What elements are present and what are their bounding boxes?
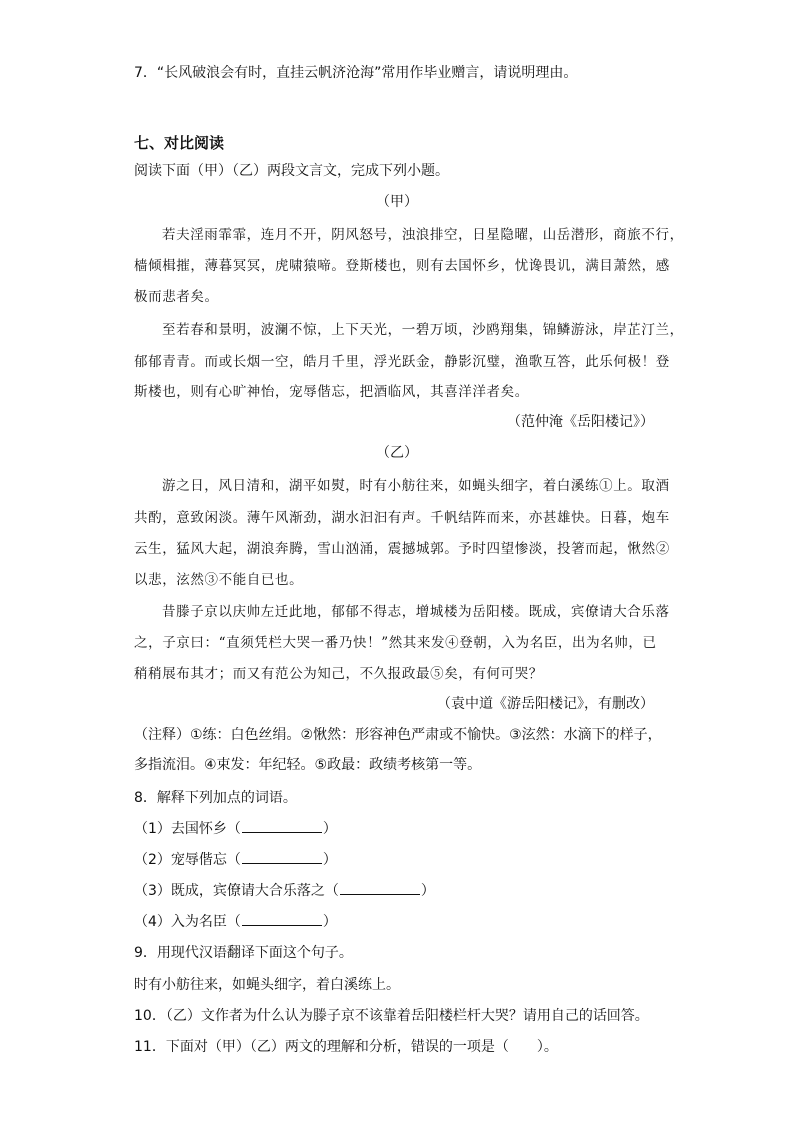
section-title: 七、对比阅读: [134, 134, 225, 152]
annotation-line: （注释）①练：白色丝绢。②愀然：形容神色严肃或不愉快。③泫然：水滴下的样子，: [134, 727, 662, 743]
yi-line: 稍稍展布其才；而又有范公为知己，不久报政最⑤矣，有何可哭？: [134, 666, 543, 682]
answer-blank[interactable]: [242, 820, 322, 833]
yi-line: 之，子京曰：“直须凭栏大哭一番乃快！”然其来发④登朝，入为名臣，出为名帅，已: [134, 635, 657, 651]
jia-line: 樯倾楫摧，薄暮冥冥，虎啸猿啼。登斯楼也，则有去国怀乡，忧谗畏讥，满目萧然，感: [134, 258, 670, 274]
yi-line: 游之日，风日清和，湖平如熨，时有小舫往来，如蝇头细字，着白溪练①上。取酒: [162, 478, 670, 494]
answer-blank[interactable]: [242, 913, 322, 926]
item-label: （1）去国怀乡（: [134, 821, 241, 837]
question-8-item-3: [134, 880, 435, 900]
question-8-stem: 8．解释下列加点的词语。: [134, 790, 297, 806]
item-label: （4）入为名臣（: [134, 914, 241, 930]
item-close: ）: [322, 914, 337, 930]
question-8-item-4: [134, 911, 337, 931]
passage-yi-title: （乙）: [376, 445, 418, 461]
annotation-line: 多指流泪。④束发：年纪轻。⑤政最：政绩考核第一等。: [134, 757, 482, 773]
jia-line: 极而悲者矣。: [134, 289, 219, 305]
reading-intro: 阅读下面（甲）（乙）两段文言文，完成下列小题。: [134, 163, 449, 179]
question-9-sentence: 时有小舫往来，如蝇头细字，着白溪练上。: [134, 977, 400, 993]
jia-source: （范仲淹《岳阳楼记》）: [507, 414, 654, 430]
item-close: ）: [420, 883, 435, 899]
jia-line: 郁郁青青。而或长烟一空，皓月千里，浮光跃金，静影沉璧，渔歌互答，此乐何极！登: [134, 354, 670, 370]
question-10: 10．（乙）文作者为什么认为滕子京不该靠着岳阳楼栏杆大哭？请用自己的话回答。: [134, 1008, 649, 1024]
yi-source: （袁中道《游岳阳楼记》，有删改）: [437, 696, 654, 712]
jia-line: 至若春和景明，波澜不惊，上下天光，一碧万顷，沙鸥翔集，锦鳞游泳，岸芷汀兰，: [162, 322, 684, 338]
item-close: ）: [322, 852, 337, 868]
answer-blank[interactable]: [340, 882, 420, 895]
answer-blank[interactable]: [242, 851, 322, 864]
question-11: 11．下面对（甲）（乙）两文的理解和分析，错误的一项是（ ）。: [134, 1039, 558, 1055]
item-label: （3）既成，宾僚请大合乐落之（: [134, 883, 339, 899]
jia-line: 若夫淫雨霏霏，连月不开，阴风怒号，浊浪排空，日星隐曜，山岳潜形，商旅不行，: [162, 227, 684, 243]
yi-line: 昔滕子京以庆帅左迁此地，郁郁不得志，增城楼为岳阳楼。既成，宾僚请大合乐落: [162, 604, 670, 620]
yi-line: 以悲，泫然③不能自已也。: [134, 572, 304, 588]
question-8-item-2: [134, 849, 337, 869]
yi-line: 共酌，意致闲淡。薄午风渐劲，湖水汩汩有声。千帆结阵而来，亦甚雄快。日暮，炮车: [134, 510, 670, 526]
question-9: 9．用现代汉语翻译下面这个句子。: [134, 945, 353, 961]
passage-jia-title: （甲）: [376, 194, 418, 210]
item-close: ）: [322, 821, 337, 837]
question-8-item-1: [134, 818, 337, 838]
jia-line: 斯楼也，则有心旷神怡，宠辱偕忘，把酒临风，其喜洋洋者矣。: [134, 384, 529, 400]
item-label: （2）宠辱偕忘（: [134, 852, 241, 868]
question-7: 7．“长风破浪会有时，直挂云帆济沧海”常用作毕业赠言，请说明理由。: [134, 65, 578, 81]
yi-line: 云生，猛风大起，湖浪奔腾，雪山汹涌，震撼城郭。予时四望惨淡，投箸而起，愀然②: [134, 541, 670, 557]
